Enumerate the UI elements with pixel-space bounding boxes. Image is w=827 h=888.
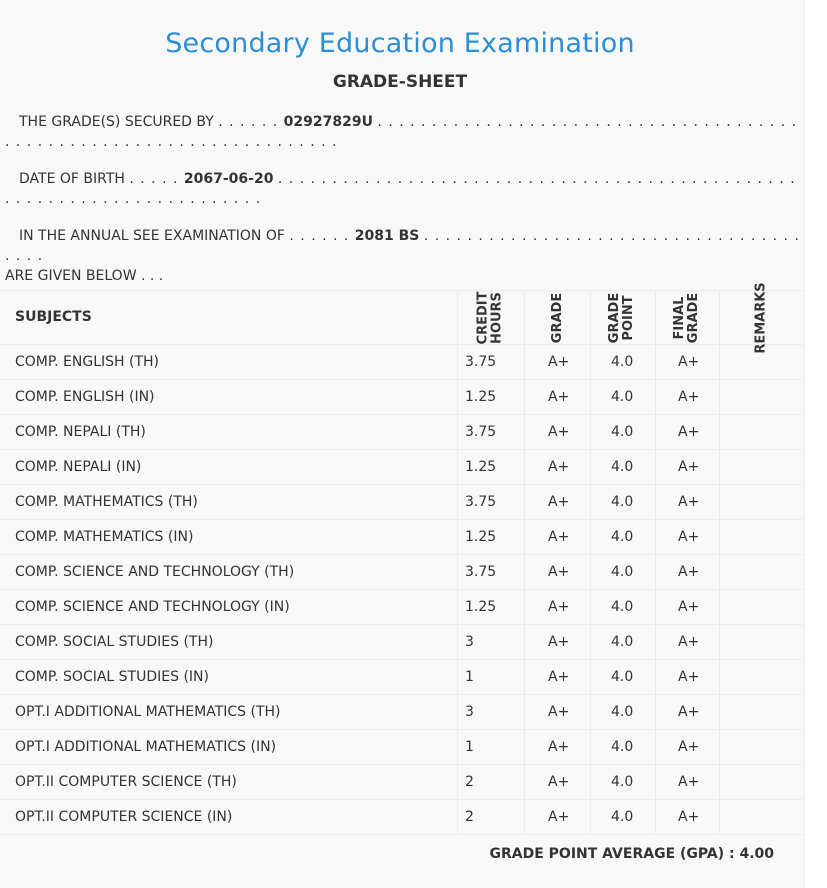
cell-subject: COMP. SOCIAL STUDIES (IN) (15, 669, 209, 685)
cell-grade-point: 4.0 (611, 529, 634, 545)
cell-credit-hours: 2 (465, 774, 474, 790)
cell-subject: COMP. SCIENCE AND TECHNOLOGY (TH) (15, 564, 295, 580)
cell-grade-point: 4.0 (611, 634, 634, 650)
cell-subject: OPT.I ADDITIONAL MATHEMATICS (IN) (15, 739, 277, 755)
cell-final-grade: A+ (678, 809, 700, 825)
dob-line: DATE OF BIRTH . . . . . 2067-06-20 . . . . . . . . . . . . . . . . . . . . . . . . . . . . . . . . . . . . . . . . . . . . . . . . . . . . . . . . . . . . . . . . . . . . . . . . (5, 171, 796, 207)
cell-grade-point: 4.0 (611, 389, 634, 405)
cell-subject: COMP. SOCIAL STUDIES (TH) (15, 634, 214, 650)
cell-subject: COMP. MATHEMATICS (IN) (15, 529, 194, 545)
cell-credit-hours: 1 (465, 739, 474, 755)
exam-label: IN THE ANNUAL SEE EXAMINATION OF (19, 228, 285, 244)
cell-grade-point: 4.0 (611, 809, 634, 825)
cell-subject: COMP. NEPALI (IN) (15, 459, 142, 475)
cell-grade-point: 4.0 (611, 774, 634, 790)
page-title: Secondary Education Examination (165, 28, 635, 59)
header-grade-point: GRADE POINT (607, 292, 637, 343)
cell-grade: A+ (548, 774, 570, 790)
cell-grade-point: 4.0 (611, 459, 634, 475)
table-row (0, 625, 803, 660)
cell-credit-hours: 1.25 (465, 389, 497, 405)
cell-credit-hours: 1.25 (465, 529, 497, 545)
cell-grade: A+ (548, 424, 570, 440)
cell-credit-hours: 3 (465, 704, 474, 720)
header-subjects: SUBJECTS (15, 309, 92, 325)
cell-grade: A+ (548, 599, 570, 615)
cell-final-grade: A+ (678, 564, 700, 580)
table-header (0, 281, 803, 354)
cell-final-grade: A+ (678, 739, 700, 755)
cell-final-grade: A+ (678, 669, 700, 685)
cell-subject: OPT.II COMPUTER SCIENCE (IN) (15, 809, 233, 825)
secured-by-line: THE GRADE(S) SECURED BY . . . . . . 02927829U . . . . . . . . . . . . . . . . . . . . . . . . . . . . . . . . . . . . . . . . . . . . . . . . . . . . . . . . . . . . . . . . . . . . . . (5, 114, 798, 150)
cell-final-grade: A+ (678, 704, 700, 720)
table-row (0, 695, 803, 730)
cell-grade: A+ (548, 389, 570, 405)
cell-grade: A+ (548, 669, 570, 685)
table-row (0, 730, 803, 765)
table-row (0, 345, 803, 380)
cell-subject: COMP. SCIENCE AND TECHNOLOGY (IN) (15, 599, 290, 615)
cell-grade: A+ (548, 529, 570, 545)
cell-credit-hours: 3.75 (465, 564, 497, 580)
table-row (0, 450, 803, 485)
cell-final-grade: A+ (678, 424, 700, 440)
cell-final-grade: A+ (678, 599, 700, 615)
secured-by-label: THE GRADE(S) SECURED BY (19, 114, 214, 130)
cell-subject: COMP. NEPALI (TH) (15, 424, 146, 440)
cell-credit-hours: 3.75 (465, 494, 497, 510)
cell-grade: A+ (548, 704, 570, 720)
cell-credit-hours: 3 (465, 634, 474, 650)
symbol-number: 02927829U (283, 114, 373, 130)
cell-final-grade: A+ (678, 354, 700, 370)
cell-grade-point: 4.0 (611, 494, 634, 510)
gpa-label: GRADE POINT AVERAGE (GPA) : (489, 846, 735, 862)
grade-sheet-heading: GRADE-SHEET (332, 72, 468, 92)
cell-credit-hours: 2 (465, 809, 474, 825)
cell-grade-point: 4.0 (611, 354, 634, 370)
header-grade: GRADE (550, 292, 566, 343)
cell-grade-point: 4.0 (611, 424, 634, 440)
table-row (0, 800, 803, 835)
header-remarks: REMARKS (754, 281, 769, 354)
table-row (0, 765, 803, 800)
cell-credit-hours: 3.75 (465, 424, 497, 440)
cell-final-grade: A+ (678, 389, 700, 405)
cell-grade-point: 4.0 (611, 704, 634, 720)
table-body (0, 345, 803, 835)
grades-table (0, 281, 803, 835)
cell-grade: A+ (548, 494, 570, 510)
header-final-grade: FINAL GRADE (672, 292, 702, 343)
cell-grade: A+ (548, 459, 570, 475)
cell-credit-hours: 1 (465, 669, 474, 685)
cell-credit-hours: 1.25 (465, 599, 497, 615)
cell-final-grade: A+ (678, 494, 700, 510)
exam-suffix: ARE GIVEN BELOW . . . (5, 268, 164, 284)
cell-grade: A+ (548, 739, 570, 755)
cell-grade: A+ (548, 354, 570, 370)
exam-line: IN THE ANNUAL SEE EXAMINATION OF . . . . . . 2081 BS . . . . . . . . . . . . . . . . . . . . . . . . . . . . . . . . . . . . . . . ARE GIVEN BELOW . . . (5, 228, 800, 284)
table-row (0, 660, 803, 695)
cell-final-grade: A+ (678, 529, 700, 545)
cell-final-grade: A+ (678, 634, 700, 650)
table-row (0, 555, 803, 590)
cell-credit-hours: 3.75 (465, 354, 497, 370)
table-row (0, 380, 803, 415)
cell-grade: A+ (548, 634, 570, 650)
cell-credit-hours: 1.25 (465, 459, 497, 475)
cell-subject: COMP. MATHEMATICS (TH) (15, 494, 198, 510)
dob-value: 2067-06-20 (183, 171, 274, 187)
cell-subject: COMP. ENGLISH (IN) (15, 389, 155, 405)
exam-value: 2081 BS (354, 228, 420, 244)
table-row (0, 520, 803, 555)
cell-subject: OPT.II COMPUTER SCIENCE (TH) (15, 774, 237, 790)
scrollbar-track[interactable] (804, 0, 827, 888)
table-row (0, 590, 803, 625)
cell-subject: OPT.I ADDITIONAL MATHEMATICS (TH) (15, 704, 281, 720)
cell-final-grade: A+ (678, 459, 700, 475)
cell-grade: A+ (548, 564, 570, 580)
table-row (0, 415, 803, 450)
table-row (0, 485, 803, 520)
cell-grade-point: 4.0 (611, 564, 634, 580)
gpa-value: 4.00 (739, 846, 774, 862)
cell-grade-point: 4.0 (611, 599, 634, 615)
cell-subject: COMP. ENGLISH (TH) (15, 354, 159, 370)
gpa-summary (490, 846, 775, 862)
dob-label: DATE OF BIRTH (19, 171, 125, 187)
cell-grade: A+ (548, 809, 570, 825)
header-credit-hours: CREDIT HOURS (475, 291, 504, 344)
cell-grade-point: 4.0 (611, 669, 634, 685)
cell-grade-point: 4.0 (611, 739, 634, 755)
cell-final-grade: A+ (678, 774, 700, 790)
